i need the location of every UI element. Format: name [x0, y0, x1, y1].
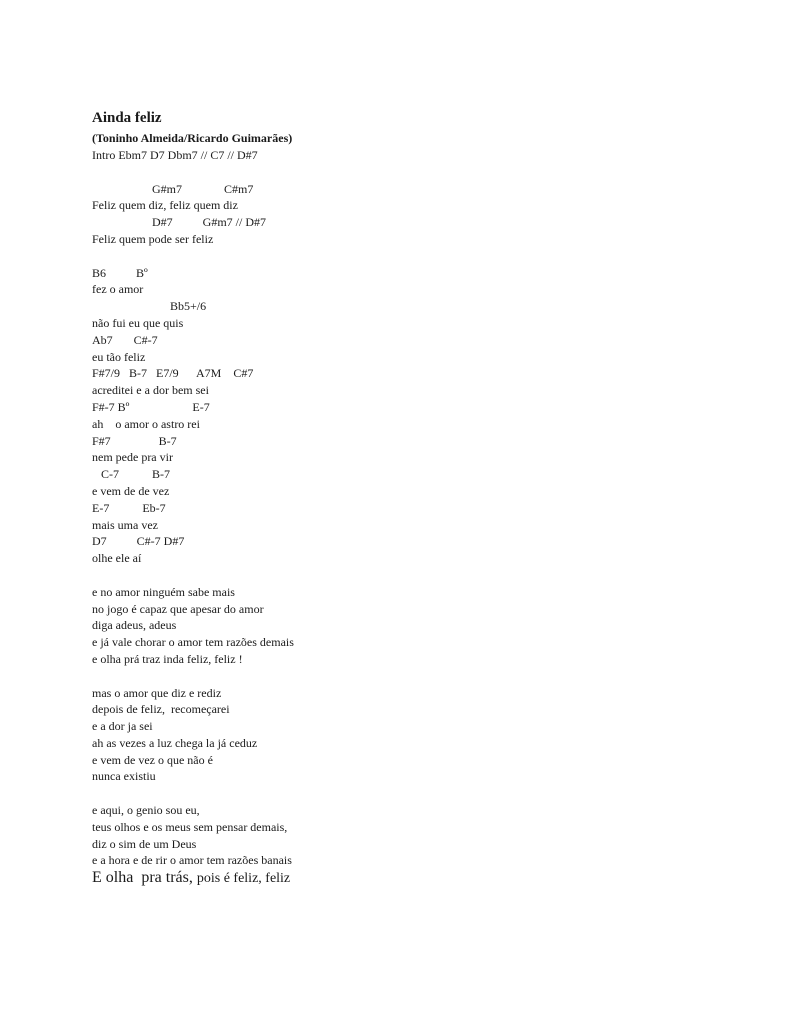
lyric-line: e já vale chorar o amor tem razões demais [92, 635, 294, 650]
final-line-start: E olha pra trás, [92, 869, 197, 887]
lyric-line: teus olhos e os meus sem pensar demais, [92, 819, 288, 834]
lyric-line: mais uma vez [92, 517, 158, 532]
blank-line [92, 164, 752, 181]
lyric-line: B6 Bº [92, 265, 148, 280]
lyric-line: Feliz quem pode ser feliz [92, 231, 214, 246]
lyric-line: nem pede pra vir [92, 450, 173, 465]
lyric-line: eu tão feliz [92, 349, 146, 364]
lyrics-body [92, 147, 752, 869]
lyric-line: E-7 Eb-7 [92, 500, 166, 515]
lyric-line: no jogo é capaz que apesar do amor [92, 601, 264, 616]
lyric-line: Intro Ebm7 D7 Dbm7 // C7 // D#7 [92, 148, 258, 162]
lyric-line: e no amor ninguém sabe mais [92, 584, 235, 599]
final-line-end: pois é feliz, feliz [196, 871, 291, 887]
lyric-line: diz o sim de um Deus [92, 836, 197, 851]
lyric-line: F#7 B-7 [92, 433, 177, 448]
lyric-line: F#-7 Bº E-7 [92, 399, 210, 414]
lyric-line: D7 C#-7 D#7 [92, 534, 185, 549]
song-title: Ainda feliz [92, 110, 162, 126]
lyric-line: Ab7 C#-7 [92, 332, 158, 347]
blank-line [92, 785, 752, 802]
lyric-line: diga adeus, adeus [92, 618, 177, 633]
lyric-line: acreditei e a dor bem sei [92, 383, 209, 398]
blank-line [92, 567, 752, 584]
lyric-line: e vem de de vez [92, 483, 170, 498]
song-authors: (Toninho Almeida/Ricardo Guimarães) [92, 131, 293, 145]
lyric-line: e aqui, o genio sou eu, [92, 803, 200, 818]
lyric-line: olhe ele aí [92, 551, 142, 566]
lyric-line: C-7 B-7 [92, 467, 170, 482]
lyric-line: e olha prá traz inda feliz, feliz ! [92, 651, 243, 666]
lyric-line: ah o amor o astro rei [92, 416, 200, 431]
lyric-line: Bb5+/6 [92, 299, 207, 314]
lyric-line: e a dor ja sei [92, 719, 153, 734]
lyric-line: fez o amor [92, 282, 144, 297]
lyric-line: mas o amor que diz e rediz [92, 685, 222, 700]
lyric-line: não fui eu que quis [92, 315, 184, 330]
blank-line [92, 668, 752, 685]
lyric-line: depois de feliz, recomeçarei [92, 702, 230, 717]
lyrics-document [92, 108, 752, 886]
lyric-line: D#7 G#m7 // D#7 [92, 215, 266, 230]
lyric-line: F#7/9 B-7 E7/9 A7M C#7 [92, 366, 254, 381]
lyric-line: e a hora e de rir o amor tem razões banais [92, 853, 292, 868]
lyrics-final-line [92, 869, 752, 886]
lyric-line: nunca existiu [92, 769, 156, 784]
lyric-line: e vem de vez o que não é [92, 752, 213, 767]
lyric-line: ah as vezes a luz chega la já ceduz [92, 735, 258, 750]
lyric-line: G#m7 C#m7 [92, 181, 254, 196]
lyric-line: Feliz quem diz, feliz quem diz [92, 198, 238, 213]
blank-line [92, 248, 752, 265]
